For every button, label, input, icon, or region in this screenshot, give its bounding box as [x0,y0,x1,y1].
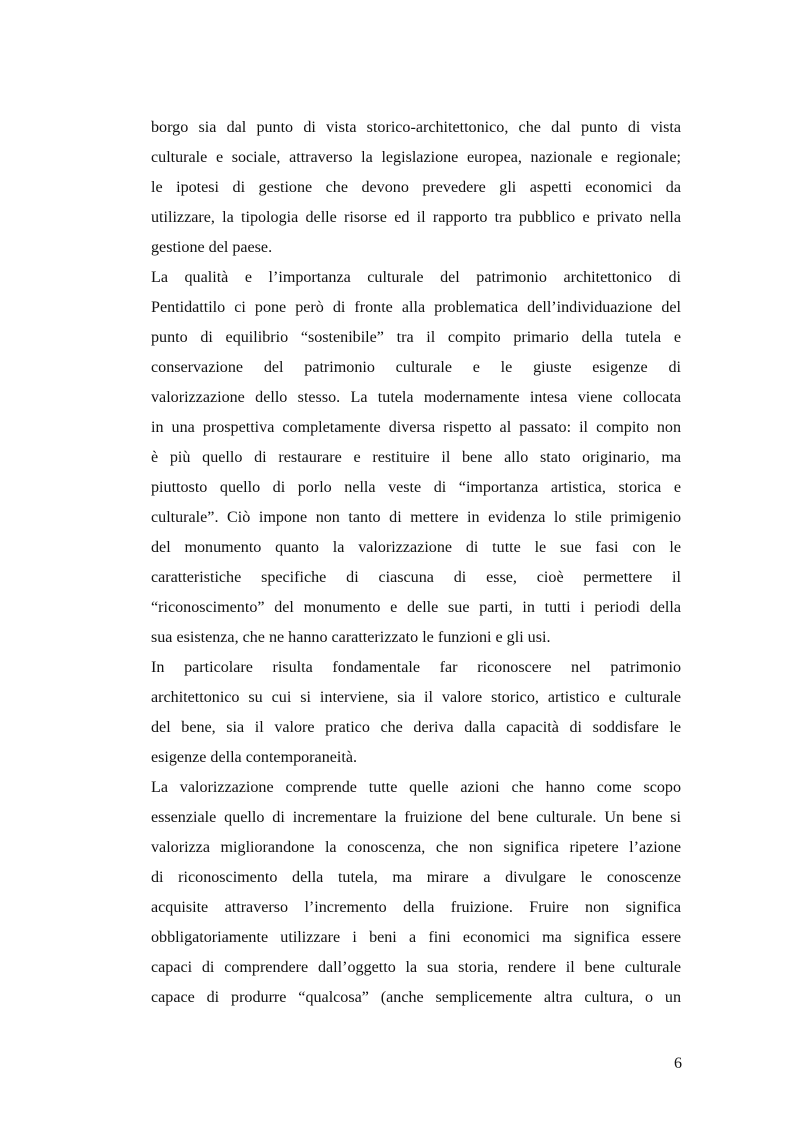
text-line: di riconoscimento della tutela, ma mirare a divulgare le conoscenze [151,869,681,886]
text-line: del bene, sia il valore pratico che deriva dalla capacità di soddisfare le [151,719,681,736]
text-line: culturale”. Ciò impone non tanto di mettere in evidenza lo stile primigenio [151,509,681,526]
text-line: utilizzare, la tipologia delle risorse ed il rapporto tra pubblico e privato nella [151,209,681,226]
text-line: capaci di comprendere dall’oggetto la sua storia, rendere il bene culturale [151,959,681,976]
text-line: esigenze della contemporaneità. [151,749,357,766]
paragraph [151,653,681,773]
text-line: obbligatoriamente utilizzare i beni a fini economici ma significa essere [151,929,681,946]
body-text [151,113,681,1013]
text-line: acquisite attraverso l’incremento della fruizione. Fruire non significa [151,899,681,916]
text-line: Pentidattilo ci pone però di fronte alla problematica dell’individuazione del [151,299,681,316]
text-line: del monumento quanto la valorizzazione di tutte le sue fasi con le [151,539,681,556]
paragraph [151,263,681,653]
text-line: La qualità e l’importanza culturale del patrimonio architettonico di [151,269,681,286]
page-number: 6 [674,1055,682,1072]
paragraph [151,773,681,1013]
text-line: valorizzazione dello stesso. La tutela modernamente intesa viene collocata [151,389,681,406]
text-line: capace di produrre “qualcosa” (anche semplicemente altra cultura, o un [151,989,681,1006]
text-line: architettonico su cui si interviene, sia il valore storico, artistico e culturale [151,689,681,706]
text-line: La valorizzazione comprende tutte quelle azioni che hanno come scopo [151,779,681,796]
paragraph [151,113,681,263]
text-line: borgo sia dal punto di vista storico-architettonico, che dal punto di vista [151,119,681,136]
text-line: gestione del paese. [151,239,273,256]
text-line: piuttosto quello di porlo nella veste di “importanza artistica, storica e [151,479,681,496]
text-line: valorizza migliorandone la conoscenza, che non significa ripetere l’azione [151,839,681,856]
text-line: in una prospettiva completamente diversa rispetto al passato: il compito non [151,419,681,436]
text-line: le ipotesi di gestione che devono prevedere gli aspetti economici da [151,179,681,196]
text-line: “riconoscimento” del monumento e delle sue parti, in tutti i periodi della [151,599,681,616]
text-line: culturale e sociale, attraverso la legislazione europea, nazionale e regionale; [151,149,681,166]
text-line: In particolare risulta fondamentale far riconoscere nel patrimonio [151,659,681,676]
text-line: sua esistenza, che ne hanno caratterizzato le funzioni e gli usi. [151,629,551,646]
text-line: conservazione del patrimonio culturale e le giuste esigenze di [151,359,681,376]
text-line: è più quello di restaurare e restituire il bene allo stato originario, ma [151,449,681,466]
text-line: punto di equilibrio “sostenibile” tra il compito primario della tutela e [151,329,681,346]
text-line: caratteristiche specifiche di ciascuna di esse, cioè permettere il [151,569,681,586]
text-line: essenziale quello di incrementare la fruizione del bene culturale. Un bene si [151,809,681,826]
